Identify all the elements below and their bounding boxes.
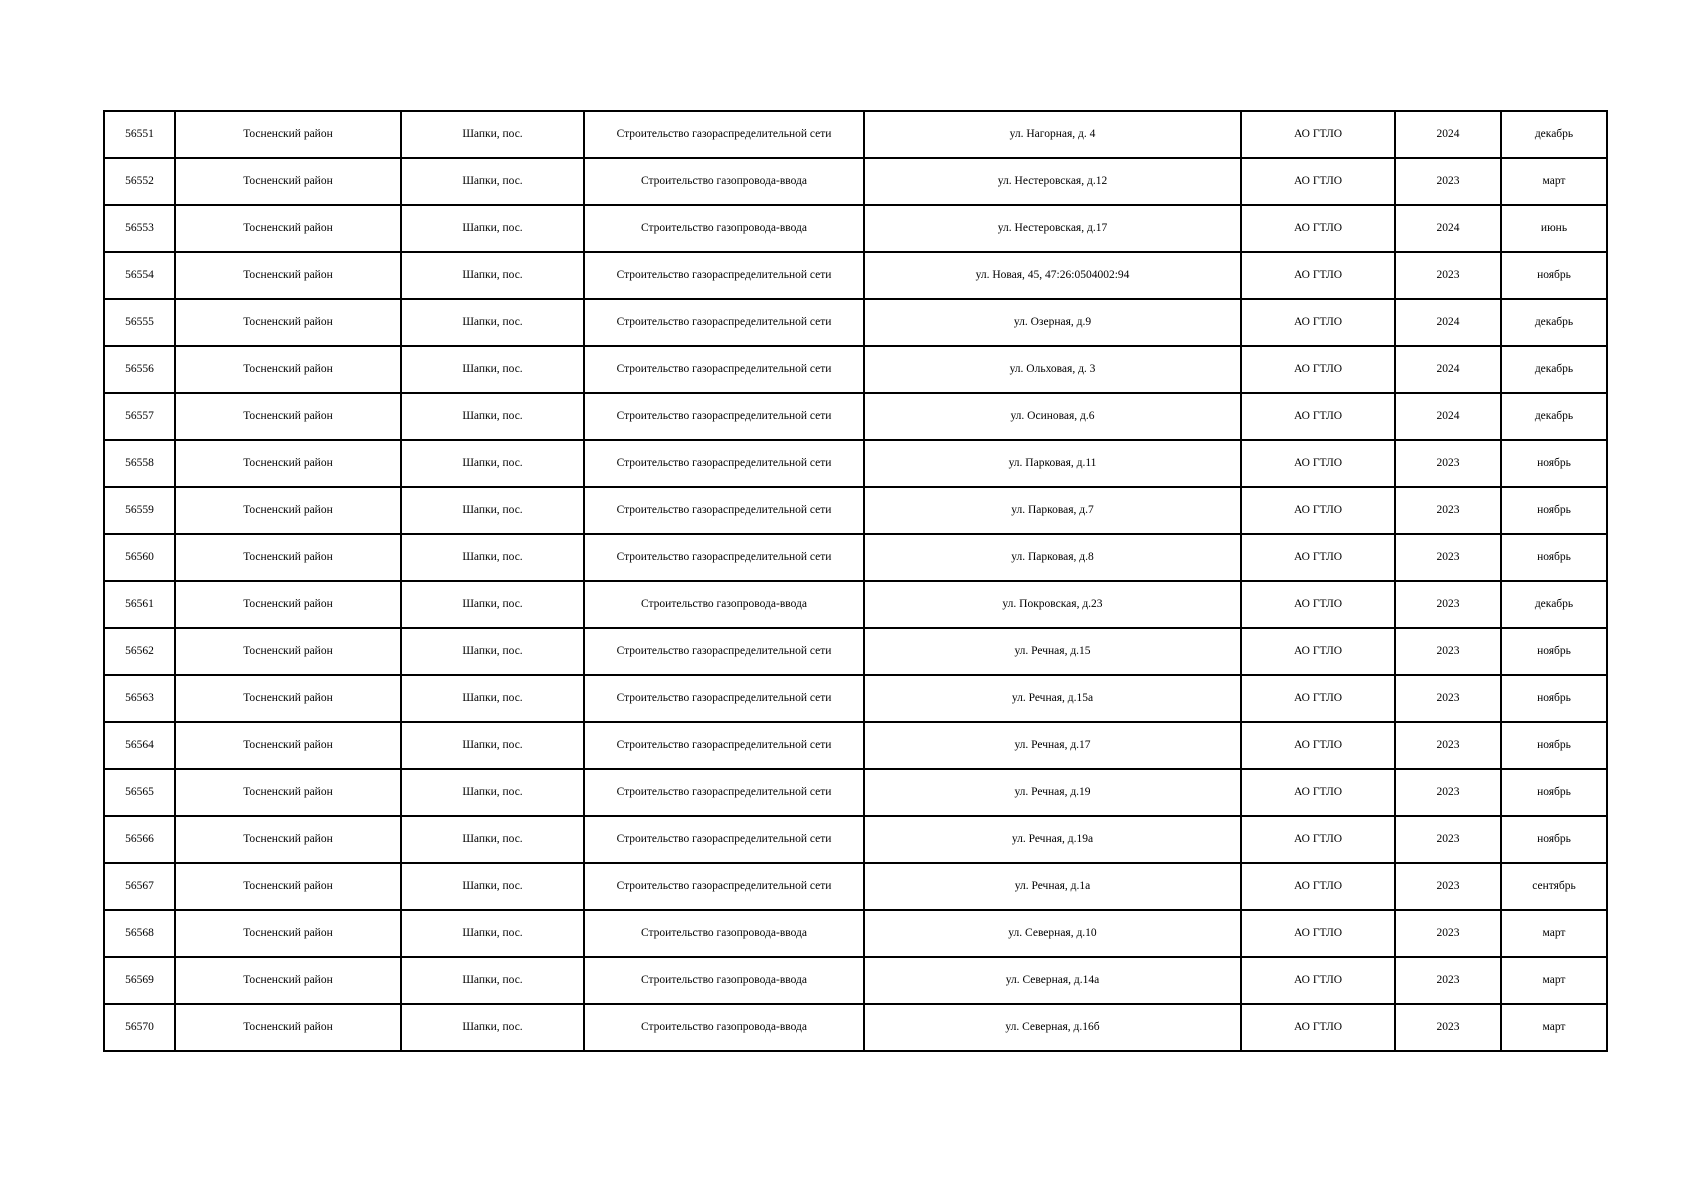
cell-year: 2023 [1395, 863, 1501, 910]
cell-work-type: Строительство газораспределительной сети [584, 628, 864, 675]
cell-id: 56567 [104, 863, 175, 910]
cell-address: ул. Покровская, д.23 [864, 581, 1241, 628]
table-row [104, 675, 1607, 722]
table-row [104, 722, 1607, 769]
cell-year: 2023 [1395, 628, 1501, 675]
cell-contractor: АО ГТЛО [1241, 1004, 1395, 1051]
cell-district: Тосненский район [175, 910, 401, 957]
cell-district: Тосненский район [175, 252, 401, 299]
cell-address: ул. Речная, д.15 [864, 628, 1241, 675]
cell-id: 56562 [104, 628, 175, 675]
cell-month: декабрь [1501, 111, 1607, 158]
cell-contractor: АО ГТЛО [1241, 534, 1395, 581]
table-row [104, 581, 1607, 628]
cell-id: 56565 [104, 769, 175, 816]
cell-contractor: АО ГТЛО [1241, 252, 1395, 299]
cell-address: ул. Парковая, д.11 [864, 440, 1241, 487]
cell-year: 2023 [1395, 440, 1501, 487]
cell-month: ноябрь [1501, 440, 1607, 487]
cell-year: 2023 [1395, 581, 1501, 628]
cell-district: Тосненский район [175, 346, 401, 393]
table-row [104, 628, 1607, 675]
cell-month: ноябрь [1501, 769, 1607, 816]
cell-month: ноябрь [1501, 675, 1607, 722]
cell-month: декабрь [1501, 299, 1607, 346]
cell-contractor: АО ГТЛО [1241, 863, 1395, 910]
cell-address: ул. Речная, д.1а [864, 863, 1241, 910]
cell-contractor: АО ГТЛО [1241, 205, 1395, 252]
table-body [104, 111, 1607, 1051]
cell-contractor: АО ГТЛО [1241, 957, 1395, 1004]
table-row [104, 863, 1607, 910]
cell-month: март [1501, 957, 1607, 1004]
cell-work-type: Строительство газораспределительной сети [584, 393, 864, 440]
cell-contractor: АО ГТЛО [1241, 628, 1395, 675]
cell-id: 56558 [104, 440, 175, 487]
cell-work-type: Строительство газораспределительной сети [584, 440, 864, 487]
cell-id: 56554 [104, 252, 175, 299]
table-row [104, 910, 1607, 957]
cell-settlement: Шапки, пос. [401, 299, 584, 346]
cell-settlement: Шапки, пос. [401, 957, 584, 1004]
cell-district: Тосненский район [175, 393, 401, 440]
cell-month: сентябрь [1501, 863, 1607, 910]
table-row [104, 346, 1607, 393]
cell-district: Тосненский район [175, 722, 401, 769]
cell-settlement: Шапки, пос. [401, 158, 584, 205]
cell-contractor: АО ГТЛО [1241, 393, 1395, 440]
cell-district: Тосненский район [175, 1004, 401, 1051]
cell-district: Тосненский район [175, 675, 401, 722]
cell-address: ул. Озерная, д.9 [864, 299, 1241, 346]
cell-work-type: Строительство газораспределительной сети [584, 816, 864, 863]
table-row [104, 205, 1607, 252]
cell-work-type: Строительство газораспределительной сети [584, 111, 864, 158]
cell-settlement: Шапки, пос. [401, 910, 584, 957]
cell-year: 2023 [1395, 487, 1501, 534]
cell-month: март [1501, 158, 1607, 205]
cell-district: Тосненский район [175, 628, 401, 675]
cell-year: 2023 [1395, 957, 1501, 1004]
cell-year: 2024 [1395, 111, 1501, 158]
cell-contractor: АО ГТЛО [1241, 346, 1395, 393]
cell-district: Тосненский район [175, 769, 401, 816]
cell-work-type: Строительство газораспределительной сети [584, 346, 864, 393]
cell-settlement: Шапки, пос. [401, 675, 584, 722]
cell-address: ул. Нестеровская, д.12 [864, 158, 1241, 205]
cell-work-type: Строительство газораспределительной сети [584, 863, 864, 910]
cell-settlement: Шапки, пос. [401, 628, 584, 675]
cell-id: 56552 [104, 158, 175, 205]
cell-year: 2023 [1395, 534, 1501, 581]
cell-settlement: Шапки, пос. [401, 393, 584, 440]
table-row [104, 957, 1607, 1004]
cell-month: март [1501, 910, 1607, 957]
cell-district: Тосненский район [175, 863, 401, 910]
cell-settlement: Шапки, пос. [401, 111, 584, 158]
cell-settlement: Шапки, пос. [401, 487, 584, 534]
cell-id: 56566 [104, 816, 175, 863]
table-row [104, 816, 1607, 863]
cell-month: ноябрь [1501, 816, 1607, 863]
table-row [104, 769, 1607, 816]
cell-contractor: АО ГТЛО [1241, 769, 1395, 816]
cell-settlement: Шапки, пос. [401, 816, 584, 863]
cell-address: ул. Речная, д.19 [864, 769, 1241, 816]
cell-settlement: Шапки, пос. [401, 205, 584, 252]
cell-district: Тосненский район [175, 487, 401, 534]
cell-district: Тосненский район [175, 440, 401, 487]
cell-month: июнь [1501, 205, 1607, 252]
cell-id: 56556 [104, 346, 175, 393]
cell-id: 56553 [104, 205, 175, 252]
cell-year: 2023 [1395, 816, 1501, 863]
cell-month: ноябрь [1501, 628, 1607, 675]
cell-contractor: АО ГТЛО [1241, 675, 1395, 722]
cell-district: Тосненский район [175, 111, 401, 158]
cell-id: 56570 [104, 1004, 175, 1051]
table-row [104, 252, 1607, 299]
cell-month: ноябрь [1501, 534, 1607, 581]
table-row [104, 487, 1607, 534]
cell-settlement: Шапки, пос. [401, 769, 584, 816]
cell-id: 56561 [104, 581, 175, 628]
cell-contractor: АО ГТЛО [1241, 722, 1395, 769]
cell-id: 56551 [104, 111, 175, 158]
cell-work-type: Строительство газопровода-ввода [584, 957, 864, 1004]
cell-month: ноябрь [1501, 487, 1607, 534]
cell-district: Тосненский район [175, 299, 401, 346]
cell-id: 56563 [104, 675, 175, 722]
cell-year: 2024 [1395, 205, 1501, 252]
cell-address: ул. Речная, д.19а [864, 816, 1241, 863]
cell-work-type: Строительство газопровода-ввода [584, 205, 864, 252]
cell-address: ул. Речная, д.15а [864, 675, 1241, 722]
cell-year: 2024 [1395, 299, 1501, 346]
cell-id: 56559 [104, 487, 175, 534]
cell-address: ул. Ольховая, д. 3 [864, 346, 1241, 393]
cell-contractor: АО ГТЛО [1241, 440, 1395, 487]
cell-address: ул. Нагорная, д. 4 [864, 111, 1241, 158]
cell-id: 56555 [104, 299, 175, 346]
cell-work-type: Строительство газораспределительной сети [584, 252, 864, 299]
cell-work-type: Строительство газопровода-ввода [584, 581, 864, 628]
cell-address: ул. Парковая, д.7 [864, 487, 1241, 534]
cell-year: 2023 [1395, 910, 1501, 957]
cell-contractor: АО ГТЛО [1241, 581, 1395, 628]
cell-address: ул. Осиновая, д.6 [864, 393, 1241, 440]
table-row [104, 534, 1607, 581]
cell-work-type: Строительство газораспределительной сети [584, 675, 864, 722]
cell-settlement: Шапки, пос. [401, 581, 584, 628]
cell-district: Тосненский район [175, 158, 401, 205]
cell-work-type: Строительство газораспределительной сети [584, 769, 864, 816]
table-row [104, 158, 1607, 205]
cell-month: ноябрь [1501, 722, 1607, 769]
cell-settlement: Шапки, пос. [401, 252, 584, 299]
cell-month: ноябрь [1501, 252, 1607, 299]
cell-settlement: Шапки, пос. [401, 863, 584, 910]
cell-address: ул. Новая, 45, 47:26:0504002:94 [864, 252, 1241, 299]
cell-district: Тосненский район [175, 205, 401, 252]
table-row [104, 440, 1607, 487]
cell-address: ул. Парковая, д.8 [864, 534, 1241, 581]
cell-id: 56560 [104, 534, 175, 581]
cell-district: Тосненский район [175, 534, 401, 581]
cell-year: 2024 [1395, 346, 1501, 393]
cell-contractor: АО ГТЛО [1241, 111, 1395, 158]
cell-settlement: Шапки, пос. [401, 346, 584, 393]
cell-contractor: АО ГТЛО [1241, 158, 1395, 205]
cell-settlement: Шапки, пос. [401, 722, 584, 769]
cell-year: 2023 [1395, 1004, 1501, 1051]
cell-month: декабрь [1501, 581, 1607, 628]
cell-settlement: Шапки, пос. [401, 534, 584, 581]
cell-address: ул. Северная, д.16б [864, 1004, 1241, 1051]
cell-work-type: Строительство газопровода-ввода [584, 158, 864, 205]
cell-district: Тосненский район [175, 816, 401, 863]
cell-month: декабрь [1501, 393, 1607, 440]
cell-settlement: Шапки, пос. [401, 1004, 584, 1051]
cell-contractor: АО ГТЛО [1241, 816, 1395, 863]
gasification-table [103, 110, 1608, 1052]
cell-id: 56557 [104, 393, 175, 440]
cell-year: 2023 [1395, 675, 1501, 722]
cell-address: ул. Северная, д.10 [864, 910, 1241, 957]
cell-year: 2023 [1395, 252, 1501, 299]
cell-work-type: Строительство газораспределительной сети [584, 487, 864, 534]
cell-settlement: Шапки, пос. [401, 440, 584, 487]
cell-month: март [1501, 1004, 1607, 1051]
cell-address: ул. Нестеровская, д.17 [864, 205, 1241, 252]
cell-district: Тосненский район [175, 957, 401, 1004]
cell-year: 2023 [1395, 158, 1501, 205]
cell-id: 56564 [104, 722, 175, 769]
table-row [104, 299, 1607, 346]
cell-work-type: Строительство газораспределительной сети [584, 299, 864, 346]
cell-year: 2024 [1395, 393, 1501, 440]
cell-work-type: Строительство газораспределительной сети [584, 534, 864, 581]
cell-contractor: АО ГТЛО [1241, 487, 1395, 534]
cell-id: 56569 [104, 957, 175, 1004]
cell-address: ул. Речная, д.17 [864, 722, 1241, 769]
cell-contractor: АО ГТЛО [1241, 299, 1395, 346]
table-row [104, 393, 1607, 440]
cell-id: 56568 [104, 910, 175, 957]
table-row [104, 111, 1607, 158]
cell-year: 2023 [1395, 769, 1501, 816]
cell-contractor: АО ГТЛО [1241, 910, 1395, 957]
cell-work-type: Строительство газораспределительной сети [584, 722, 864, 769]
cell-address: ул. Северная, д.14а [864, 957, 1241, 1004]
document-page [103, 110, 1606, 1052]
cell-work-type: Строительство газопровода-ввода [584, 910, 864, 957]
cell-work-type: Строительство газопровода-ввода [584, 1004, 864, 1051]
cell-district: Тосненский район [175, 581, 401, 628]
cell-month: декабрь [1501, 346, 1607, 393]
cell-year: 2023 [1395, 722, 1501, 769]
table-row [104, 1004, 1607, 1051]
